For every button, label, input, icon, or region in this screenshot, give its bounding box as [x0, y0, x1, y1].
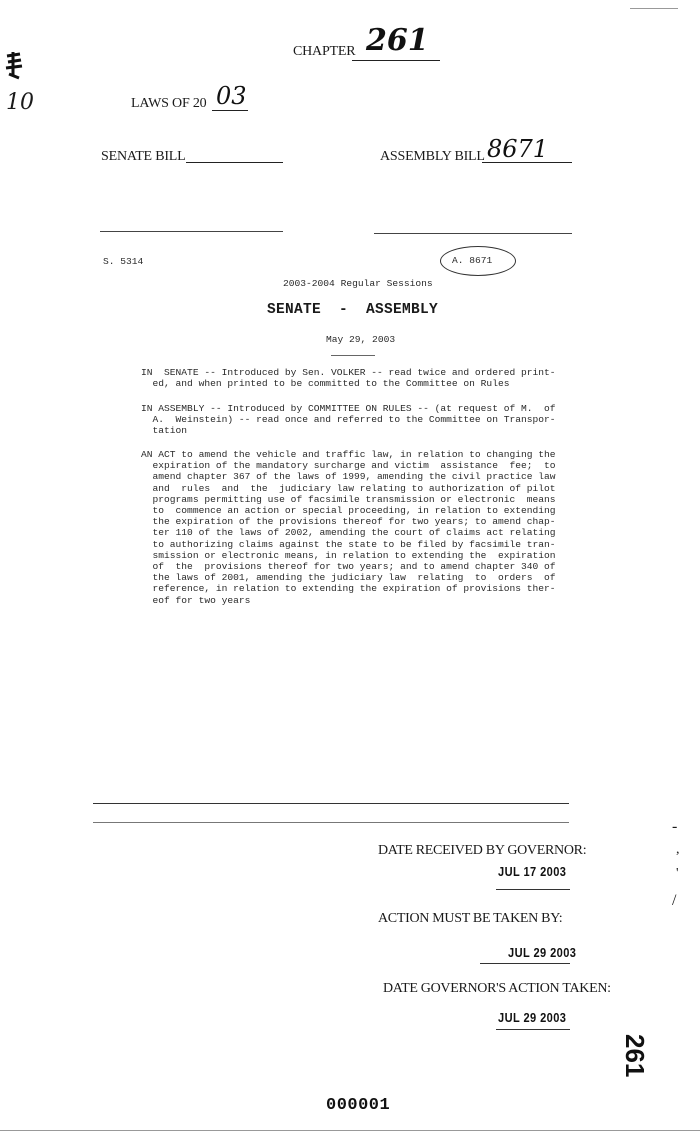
laws-year: 03 — [216, 82, 247, 110]
scan-edge-line — [630, 8, 678, 9]
senate-bill-field — [186, 146, 283, 163]
senate-print-number: S. 5314 — [103, 256, 144, 267]
received-label: DATE RECEIVED BY GOVERNOR: — [378, 843, 587, 858]
divider-line — [480, 963, 570, 964]
ink-mark-icon — [4, 52, 24, 85]
assembly-introduction — [141, 403, 587, 437]
bill-block — [0, 240, 700, 630]
chapter-number: 261 — [366, 23, 429, 58]
divider-line — [100, 231, 283, 232]
act-line: to commence an action or special proceeding, in relation to extending — [141, 505, 556, 517]
act-line: AN ACT to amend the vehicle and traffic law, in relation to changing the — [141, 449, 556, 460]
senate-introduction — [141, 367, 587, 389]
divider-line — [496, 1029, 570, 1030]
intro-line: tation — [141, 425, 188, 437]
assembly-bill-label: ASSEMBLY BILL — [380, 149, 485, 164]
chapter-label: CHAPTER — [293, 44, 356, 59]
assembly-bill-number: 8671 — [487, 135, 549, 163]
side-number: 261 — [620, 1034, 650, 1078]
senate-bill-label: SENATE BILL — [101, 149, 186, 164]
must-act-date-stamp: JUL 29 2003 — [508, 945, 577, 960]
bill-title: SENATE - ASSEMBLY — [267, 302, 439, 318]
header-form — [0, 0, 700, 240]
divider-line — [93, 822, 569, 823]
act-line: to authorizing claims against the state to be filed by facsimile tran- — [141, 538, 556, 550]
act-line: and rules and the judiciary law relating to authorization of pilot — [141, 482, 556, 494]
divider-line — [331, 355, 375, 356]
action-taken-label: DATE GOVERNOR'S ACTION TAKEN: — [383, 981, 611, 996]
bill-date: May 29, 2003 — [326, 334, 396, 345]
act-line: the laws of 2001, amending the judiciary law relating to orders of — [141, 572, 556, 584]
must-act-label: ACTION MUST BE TAKEN BY: — [378, 911, 563, 926]
session-line: 2003-2004 Regular Sessions — [283, 278, 433, 289]
act-line: reference, in relation to extending the expiration of provisions ther- — [141, 583, 556, 595]
act-line: ter 110 of the laws of 2002, amending the court of claims act relating — [141, 527, 556, 539]
intro-line: ed, and when printed to be committed to the Committee on Rules — [141, 378, 510, 390]
intro-line: IN ASSEMBLY -- Introduced by COMMITTEE ON RULES -- (at request of M. of — [141, 403, 556, 414]
margin-mark: 10 — [6, 90, 34, 115]
act-line: expiration of the mandatory surcharge and victim assistance fee; to — [141, 460, 556, 472]
assembly-print-number: A. 8671 — [452, 255, 493, 266]
laws-label: LAWS OF 20 — [131, 96, 207, 111]
act-line: amend chapter 367 of the laws of 1999, amending the civil practice law — [141, 471, 556, 483]
action-date-stamp: JUL 29 2003 — [498, 1010, 567, 1025]
scan-dash-icon: / — [672, 892, 677, 909]
act-description — [141, 449, 587, 606]
divider-line — [374, 233, 572, 234]
page-number: 000001 — [326, 1096, 391, 1115]
divider-line — [496, 889, 570, 890]
scan-dash-icon: - — [672, 818, 678, 835]
scan-dash-icon: , — [676, 842, 680, 857]
act-line: smission or electronic means, in relation to extending the expiration — [141, 549, 556, 561]
act-line: of the provisions thereof for two years; and to amend chapter 340 of — [141, 561, 556, 573]
scan-edge-line — [0, 1130, 700, 1131]
act-line: programs permitting use of facsimile transmission or electronic means — [141, 493, 556, 505]
governor-section — [0, 830, 700, 1060]
act-line: eof for two years — [141, 594, 251, 606]
scan-dash-icon: ' — [676, 866, 679, 881]
intro-line: A. Weinstein) -- read once and referred to the Committee on Transpor- — [141, 414, 556, 426]
received-date-stamp: JUL 17 2003 — [498, 864, 567, 879]
intro-line: IN SENATE -- Introduced by Sen. VOLKER -- read twice and ordered print- — [141, 367, 556, 378]
act-line: the expiration of the provisions thereof for two years; to amend chap- — [141, 516, 556, 528]
divider-line — [93, 803, 569, 804]
